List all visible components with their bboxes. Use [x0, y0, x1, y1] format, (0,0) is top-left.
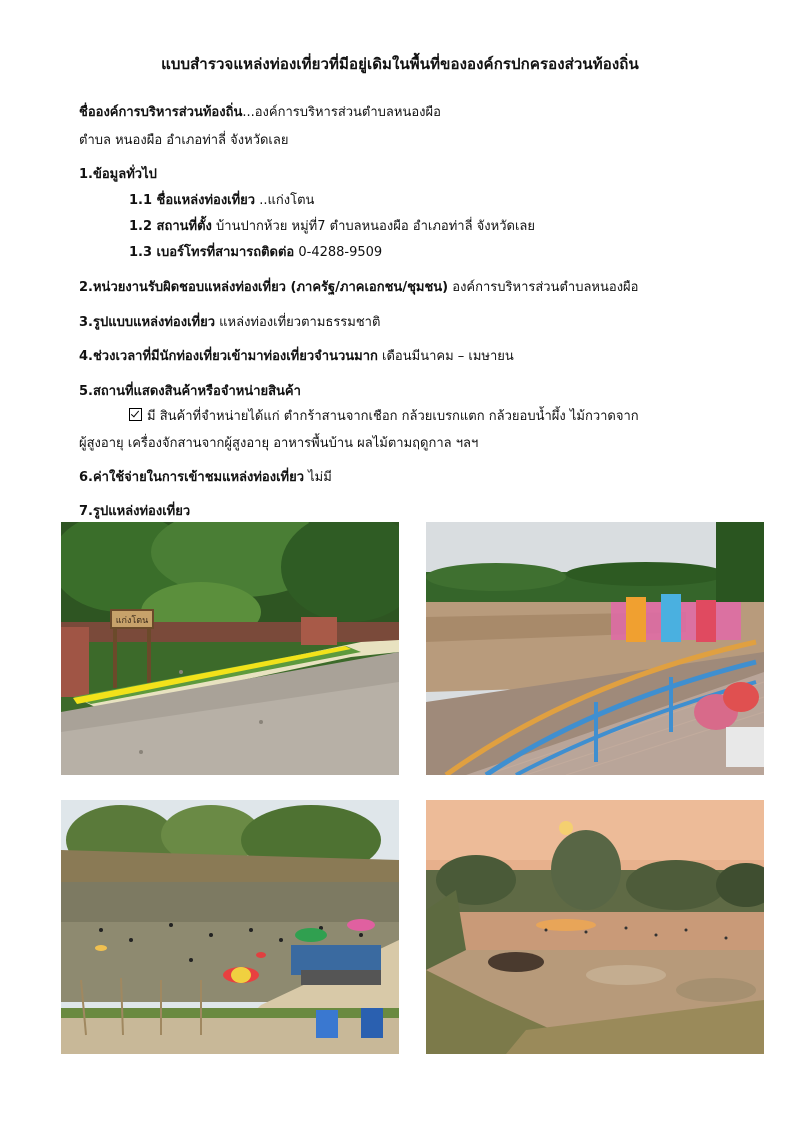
section5-line2: ผู้สูงอายุ เครื่องจักสานจากผู้สูงอายุ อาหารพื้นบ้าน ผลไม้ตามฤดูกาล ฯลฯ — [79, 436, 479, 451]
section6-heading: 6.ค่าใช้จ่ายในการเข้าชมแหล่งท่องเที่ยว — [79, 470, 305, 485]
org-line — [79, 101, 441, 122]
photo-sunset-river — [426, 800, 764, 1054]
section2 — [79, 276, 638, 297]
item-1-1-label: 1.1 ชื่อแหล่งท่องเที่ยว — [129, 193, 256, 208]
section5-heading: 5.สถานที่แสดงสินค้าหรือจำหน่ายสินค้า — [79, 384, 301, 399]
section3-heading: 3.รูปแบบแหล่งท่องเที่ยว — [79, 315, 216, 330]
photo-walkway — [426, 522, 764, 775]
section7-heading: 7.รูปแหล่งท่องเที่ยว — [79, 504, 191, 519]
section6 — [79, 466, 332, 487]
section3 — [79, 311, 380, 332]
section2-value: องค์การบริหารส่วนตำบลหนองผือ — [448, 280, 639, 295]
item-1-3 — [129, 241, 382, 262]
item-1-2-label: 1.2 สถานที่ตั้ง — [129, 219, 212, 234]
org-address: ตำบล หนองผือ อำเภอท่าลี่ จังหวัดเลย — [79, 133, 289, 148]
section1-heading: 1.ข้อมูลทั่วไป — [79, 167, 157, 182]
section5-line1 — [129, 405, 639, 426]
item-1-2-value: บ้านปากห้วย หมู่ที่7 ตำบลหนองผือ อำเภอท่าลี่ จังหวัดเลย — [211, 219, 535, 234]
section6-value: ไม่มี — [304, 470, 332, 485]
checked-checkbox-icon — [129, 408, 142, 421]
photo-river-swimmers — [61, 800, 399, 1054]
item-1-1-value: ..แก่งโตน — [255, 193, 315, 208]
entrance-sign-text: แก่งโตน — [115, 616, 149, 626]
section5-line1-text: มี สินค้าที่จำหน่ายได้แก่ ตำกร้าสานจากเชือก กล้วยเบรกแตก กล้วยอบน้ำผึ้ง ไม้กวาดจาก — [147, 409, 639, 424]
item-1-1 — [129, 189, 314, 210]
page-title: แบบสำรวจแหล่งท่องเที่ยวที่มีอยู่เดิมในพื้นที่ขององค์กรปกครองส่วนท้องถิ่น — [161, 55, 639, 73]
section4-value: เดือนมีนาคม – เมษายน — [377, 349, 514, 364]
section4-heading: 4.ช่วงเวลาที่มีนักท่องเที่ยวเข้ามาท่องเที่ยวจำนวนมาก — [79, 349, 378, 364]
org-value: ...องค์การบริหารส่วนตำบลหนองผือ — [242, 105, 441, 120]
section3-value: แหล่งท่องเที่ยวตามธรรมชาติ — [215, 315, 381, 330]
org-label: ชื่อองค์การบริหารส่วนท้องถิ่น — [79, 105, 243, 120]
item-1-2 — [129, 215, 535, 236]
item-1-3-value: 0-4288-9509 — [294, 245, 383, 260]
item-1-3-label: 1.3 เบอร์โทรที่สามารถติดต่อ — [129, 245, 295, 260]
photo-entrance — [61, 522, 399, 775]
section4 — [79, 345, 514, 366]
section2-heading: 2.หน่วยงานรับผิดชอบแหล่งท่องเที่ยว (ภาครัฐ/ภาคเอกชน/ชุมชน) — [79, 280, 449, 295]
